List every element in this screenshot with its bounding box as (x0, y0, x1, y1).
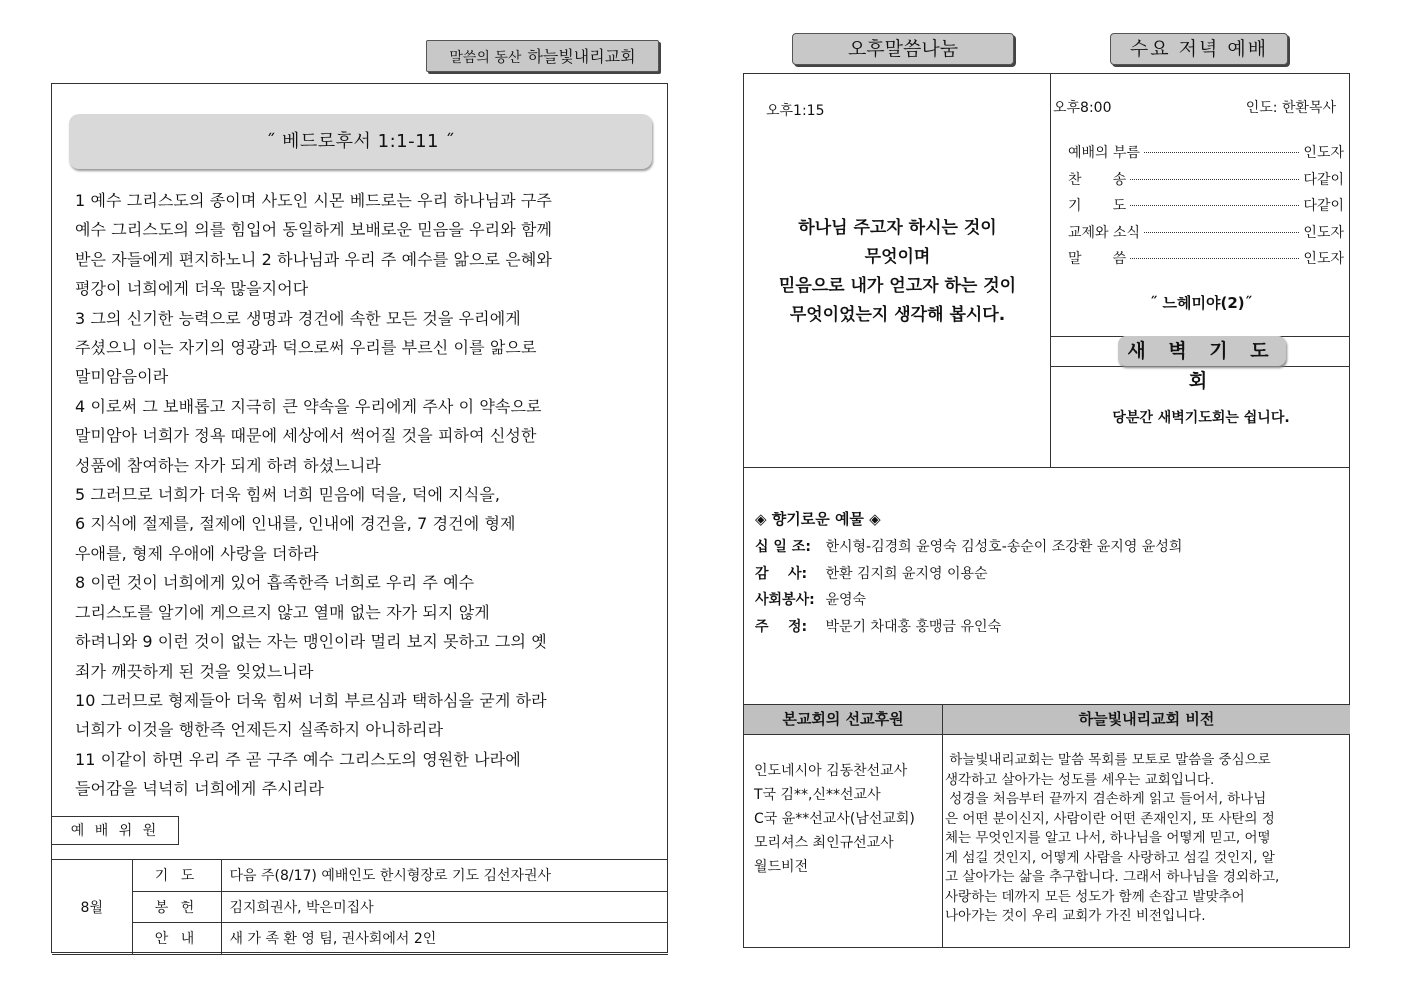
offering-names: 한시형-김경희 윤영숙 김성호-송순이 조강환 윤지영 윤성희 (825, 539, 1183, 555)
worship-duty-label: 예 배 위 원 (52, 816, 179, 845)
scripture-line: 그리스도를 알기에 게으르지 않고 열매 없는 자가 되지 않게 (75, 602, 490, 622)
bulletin-right-panel (743, 73, 1350, 948)
order-item-name: 말 씀 (1068, 251, 1127, 267)
dawn-prayer-title: 새 벽 기 도 회 (1118, 336, 1286, 366)
wednesday-time: 오후8:00 (1053, 100, 1112, 116)
scripture-line: 너희가 이것을 행한즉 언제든지 실족하지 아니하리라 (75, 720, 444, 740)
scripture-line: 1 예수 그리스도의 종이며 사도인 시몬 베드로는 우리 하나님과 구주 (75, 191, 552, 210)
list-item (1068, 169, 1344, 196)
offering-category: 주 정: (755, 618, 808, 635)
dawn-prayer-message: 당분간 새벽기도회는 쉽니다. (1112, 410, 1290, 426)
list-item (1068, 248, 1344, 275)
order-item-name: 기 도 (1068, 198, 1127, 214)
order-item-who: 인도자 (1303, 145, 1344, 161)
church-name-tab (426, 40, 659, 72)
offering-names: 윤영숙 (825, 592, 867, 608)
worship-order-list (1068, 142, 1344, 275)
scripture-line: 하려니와 9 이런 것이 없는 자는 맹인이라 멀리 보지 못하고 그의 옛 (75, 632, 547, 652)
offering-category: 감 사: (755, 565, 808, 582)
dotted-leader (1130, 258, 1299, 259)
vision-line: 성경을 처음부터 끝까지 겸손하게 읽고 들어서, 하나님 (945, 791, 1267, 807)
duty-detail: 새 가 족 환 영 팀, 권사회에서 2인 (221, 923, 668, 955)
dotted-leader (1144, 152, 1299, 153)
wednesday-leader: 인도: 한환목사 (1245, 100, 1336, 116)
scripture-line: 11 이같이 하면 우리 주 곧 구주 예수 그리스도의 영원한 나라에 (75, 749, 521, 769)
list-item (755, 563, 1182, 590)
scripture-panel (51, 83, 668, 953)
table-row (52, 891, 668, 923)
wednesday-tab: 수요 저녁 예배 (1110, 33, 1288, 65)
scripture-line: 3 그의 신기한 능력으로 생명과 경건에 속한 모든 것을 우리에게 (75, 308, 521, 328)
scripture-line: 우애를, 형제 우애에 사랑을 더하라 (75, 543, 319, 563)
scripture-line: 5 그러므로 너희가 더욱 힘써 너희 믿음에 덕을, 덕에 지식을, (75, 485, 501, 505)
list-item: 인도네시아 김동찬선교사 (754, 763, 908, 779)
scripture-line: 예수 그리스도의 의를 힘입어 동일하게 보배로운 믿음을 우리와 함께 (75, 220, 553, 240)
list-item (1068, 222, 1344, 249)
order-item-who: 인도자 (1303, 224, 1344, 241)
afternoon-message (744, 214, 1051, 330)
church-name: 하늘빛내리교회 (527, 47, 636, 66)
scripture-line: 주셨으니 이는 자기의 영광과 덕으로써 우리를 부르신 이를 앎으로 (75, 338, 537, 358)
worship-duty-table (52, 859, 668, 955)
duty-role: 봉 헌 (132, 891, 221, 923)
vision-line: 생각하고 살아가는 성도를 세우는 교회입니다. (945, 771, 1215, 788)
list-item (755, 536, 1182, 563)
duty-month: 8월 (52, 860, 132, 955)
offering-names: 박문기 차대홍 홍맹금 유인숙 (825, 618, 1002, 635)
church-prefix: 말씀의 동산 (449, 50, 522, 66)
afternoon-message-line: 하나님 주고자 하시는 것이 (798, 218, 997, 238)
afternoon-time: 오후1:15 (766, 103, 825, 119)
sermon-title: ˝ 느헤미야(2)˝ (1149, 294, 1253, 312)
order-item-who: 다같이 (1303, 171, 1344, 188)
table-row (52, 860, 668, 892)
table-row (52, 923, 668, 955)
offering-list (755, 536, 1182, 642)
duty-role: 안 내 (132, 923, 221, 955)
scripture-line: 평강이 너희에게 더욱 많을지어다 (75, 279, 309, 299)
mission-list (754, 759, 915, 879)
vision-text (945, 751, 1345, 927)
order-item-who: 다같이 (1303, 198, 1344, 214)
list-item: 모리셔스 최인규선교사 (754, 835, 894, 851)
dotted-leader (1130, 179, 1299, 180)
list-item: C국 윤**선교사(남선교회) (754, 811, 915, 827)
order-item-name: 예배의 부름 (1068, 145, 1141, 161)
vision-line: 하늘빛내리교회는 말씀 목회를 모토로 말씀을 중심으로 (945, 752, 1271, 768)
offering-category: 사회봉사: (755, 592, 815, 608)
afternoon-message-line: 무엇이었는지 생각해 봅시다. (789, 305, 1006, 325)
vision-header: 하늘빛내리교회 비전 (943, 705, 1350, 734)
list-item (755, 616, 1182, 643)
vision-line: 사랑하는 데까지 모든 성도가 함께 손잡고 발맞추어 (945, 888, 1245, 905)
vision-line: 고 살아가는 삶을 추구합니다. 그래서 하나님을 경외하고, (945, 869, 1280, 885)
list-item (1068, 142, 1344, 169)
order-item-name: 교제와 소식 (1068, 224, 1141, 241)
order-item-name: 찬 송 (1068, 171, 1127, 188)
scripture-line: 8 이런 것이 너희에게 있어 흡족한즉 너희로 우리 주 예수 (75, 573, 475, 593)
offering-names: 한환 김지희 윤지영 이용순 (825, 565, 988, 582)
scripture-line: 10 그러므로 형제들아 더욱 힘써 너희 부르심과 택하심을 굳게 하라 (75, 690, 547, 710)
offering-category: 십 일 조: (755, 539, 811, 555)
list-item: 월드비전 (754, 859, 809, 875)
dotted-leader (1130, 205, 1299, 206)
scripture-line: 4 이로써 그 보배롭고 지극히 큰 약속을 우리에게 주사 이 약속으로 (75, 396, 542, 416)
vision-line: 나아가는 것이 우리 교회가 가진 비전입니다. (945, 908, 1206, 924)
vision-line: 은 어떤 분이신지, 사람이란 어떤 존재인지, 또 사탄의 정 (945, 810, 1275, 827)
vision-line: 체는 무엇인지를 알고 나서, 하나님을 어떻게 믿고, 어떻 (945, 830, 1271, 846)
scripture-line: 6 지식에 절제를, 절제에 인내를, 인내에 경건을, 7 경건에 형제 (75, 514, 516, 534)
vision-line: 게 섬길 것인지, 어떻게 사람을 사랑하고 섬길 것인지, 알 (945, 849, 1275, 866)
offering-title: ◈ 향기로운 예물 ◈ (755, 510, 881, 528)
afternoon-tab: 오후말씀나눔 (792, 33, 1014, 65)
scripture-title: ˝ 베드로후서 1:1-11 ˝ (69, 114, 652, 169)
order-item-who: 인도자 (1303, 251, 1344, 267)
scripture-line: 말미암아 너희가 정욕 때문에 세상에서 썩어질 것을 피하여 신성한 (75, 426, 537, 446)
list-item (755, 589, 1182, 616)
dotted-leader (1144, 232, 1299, 233)
list-item: T국 김**,신**선교사 (754, 787, 881, 803)
list-item (1068, 195, 1344, 222)
scripture-line: 성품에 참여하는 자가 되게 하려 하셨느니라 (75, 455, 381, 475)
duty-role: 기 도 (132, 860, 221, 892)
scripture-line: 받은 자들에게 편지하노니 2 하나님과 우리 주 예수를 앎으로 은혜와 (75, 249, 552, 269)
divider (744, 467, 1350, 468)
divider (744, 734, 1350, 735)
scripture-line: 들어감을 넉넉히 너희에게 주시리라 (75, 779, 324, 799)
afternoon-message-line: 믿음으로 내가 얻고자 하는 것이 (778, 276, 1017, 296)
divider (942, 704, 943, 948)
scripture-line: 말미암음이라 (75, 367, 169, 387)
duty-detail: 김지희권사, 박은미집사 (221, 891, 668, 923)
afternoon-message-line: 무엇이며 (864, 247, 931, 267)
scripture-line: 죄가 깨끗하게 된 것을 잊었느니라 (75, 661, 314, 681)
mission-support-header: 본교회의 선교후원 (744, 705, 942, 734)
scripture-text (75, 186, 665, 804)
duty-detail: 다음 주(8/17) 예배인도 한시형장로 기도 김선자권사 (221, 860, 668, 892)
